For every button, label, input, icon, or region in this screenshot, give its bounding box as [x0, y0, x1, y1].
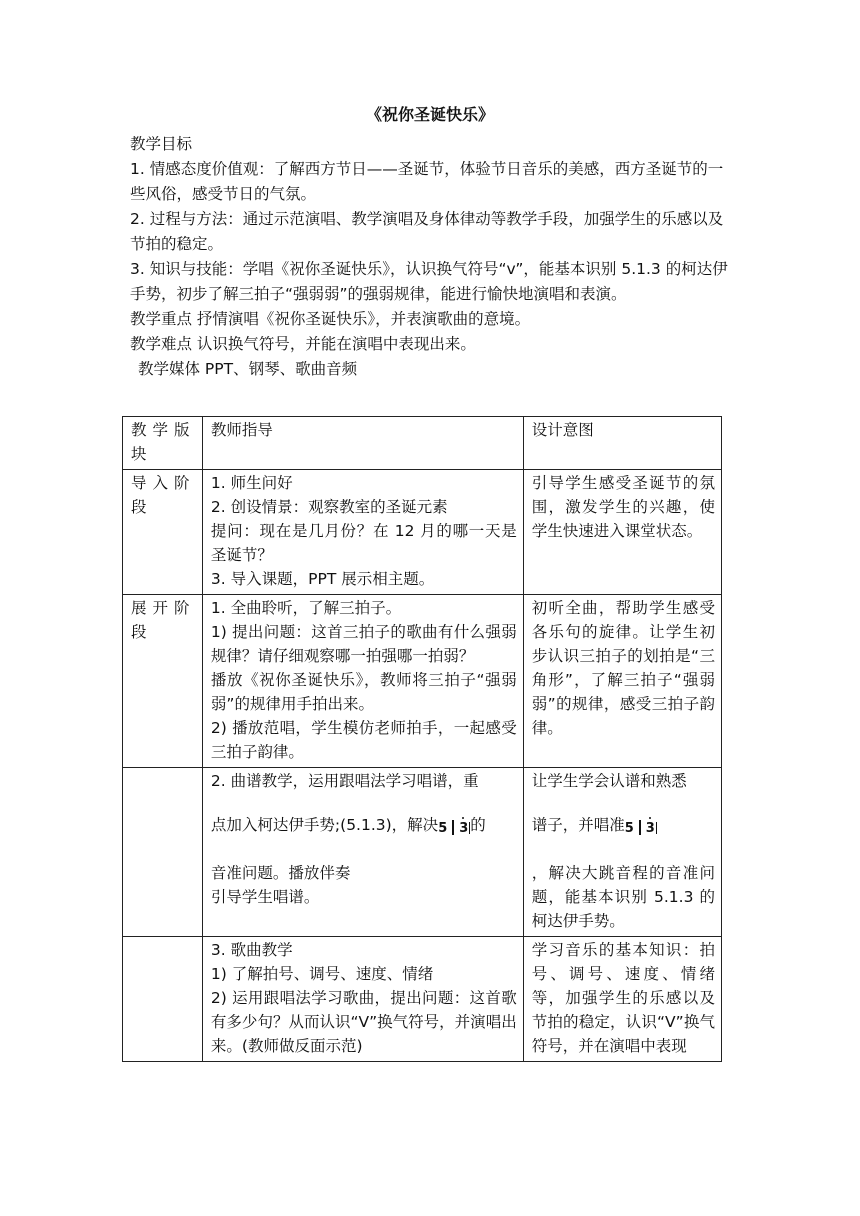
row-guide	[202, 470, 523, 595]
guide-line: 1) 提出问题：这首三拍子的歌曲有什么强弱规律？请仔细观察哪一拍强哪一拍弱？	[210, 623, 517, 665]
guide-line: 引导学生唱谱。	[210, 888, 320, 906]
guide-line: 2) 播放范唱，学生模仿老师拍手，一起感受三拍子韵律。	[210, 719, 517, 761]
table-row	[123, 470, 722, 595]
guide-line: 1. 师生问好	[210, 474, 293, 492]
note-5: 5	[438, 821, 448, 836]
note-5: 5	[624, 821, 634, 836]
row-intent: 学习音乐的基本知识：拍号、调号、速度、情绪等，加强学生的乐感以及节拍的稳定，认识“V”换气符号，并在演唱中表现	[523, 937, 721, 1062]
guide-line: 播放《祝你圣诞快乐》，教师将三拍子“强弱弱”的规律用手拍出来。	[210, 671, 517, 713]
row-section: 导入阶段	[123, 470, 203, 595]
key-point: 教学重点 抒情演唱《祝你圣诞快乐》，并表演歌曲的意境。	[130, 310, 531, 328]
objectives-heading: 教学目标	[130, 135, 193, 153]
guide-line: 2. 曲谱教学，运用跟唱法学习唱谱，重	[210, 772, 479, 790]
guide-line: 2) 运用跟唱法学习歌曲，提出问题：这首歌有多少句？从而认识“V”换气符号，并演唱出来。(教师做反面示范)	[210, 989, 517, 1055]
row-section	[123, 768, 203, 937]
row-guide	[202, 768, 523, 937]
row-guide	[202, 937, 523, 1062]
header-intent: 设计意图	[523, 417, 721, 470]
guide-line: 3. 歌曲教学	[210, 941, 293, 959]
row-intent: 引导学生感受圣诞节的氛围，激发学生的兴趣，使学生快速进入课堂状态。	[523, 470, 721, 595]
bar-line	[452, 820, 454, 835]
header-guide: 教师指导	[202, 417, 523, 470]
row-section	[123, 937, 203, 1062]
document-title: 《祝你圣诞快乐》	[365, 105, 494, 124]
table-row	[123, 937, 722, 1062]
objective-3: 3. 知识与技能：学唱《祝你圣诞快乐》，认识换气符号“v”，能基本识别 5.1.3 的柯达伊手势，初步了解三拍子“强弱弱”的强弱规律，能进行愉快地演唱和表演。	[130, 260, 728, 303]
teaching-media: 教学媒体 PPT、钢琴、歌曲音频	[138, 360, 358, 378]
table-row	[123, 768, 722, 937]
guide-text: 点加入柯达伊手势;(5.1.3)，解决	[210, 816, 439, 834]
guide-line: 1. 全曲聆听，了解三拍子。	[210, 599, 402, 617]
note-tail	[656, 822, 657, 834]
table-row	[123, 595, 722, 768]
intent-line: ，解决大跳音程的音准问题，能基本识别 5.1.3 的柯达伊手势。	[531, 864, 715, 930]
objective-1: 1. 情感态度价值观：了解西方节日——圣诞节，体验节日音乐的美感，西方圣诞节的一些风俗，感受节日的气氛。	[130, 160, 724, 203]
note-3-high: 3	[459, 821, 469, 836]
row-intent: 初听全曲，帮助学生感受各乐句的旋律。让学生初步认识三拍子的划拍是“三角形”，了解三拍子“强弱弱”的规律，感受三拍子韵律。	[523, 595, 721, 768]
intent-line: 让学生学会认谱和熟悉	[531, 772, 687, 790]
guide-line: 音准问题。播放伴奏	[210, 864, 351, 882]
row-intent	[523, 768, 721, 937]
intro-section	[130, 132, 730, 382]
music-notation	[625, 817, 657, 841]
bar-line	[639, 820, 641, 835]
header-section: 教学版块	[123, 417, 203, 470]
table-header-row	[123, 417, 722, 470]
objective-2: 2. 过程与方法：通过示范演唱、教学演唱及身体律动等教学手段，加强学生的乐感以及节拍的稳定。	[130, 210, 724, 253]
guide-line	[211, 813, 517, 841]
guide-text: 的	[470, 816, 486, 834]
row-section: 展开阶段	[123, 595, 203, 768]
intent-text: 谱子，并唱准	[531, 816, 625, 834]
note-3-high: 3	[645, 821, 655, 836]
guide-line: 1) 了解拍号、调号、速度、情绪	[210, 965, 434, 983]
guide-line: 提问：现在是几月份？在 12 月的哪一天是圣诞节？	[210, 522, 517, 564]
row-guide	[202, 595, 523, 768]
lesson-plan-table	[122, 416, 722, 1062]
guide-line: 3. 导入课题，PPT 展示相主题。	[210, 570, 435, 588]
intent-line	[532, 813, 715, 841]
guide-line: 2. 创设情景：观察教室的圣诞元素	[210, 498, 448, 516]
music-notation	[438, 817, 470, 841]
difficult-point: 教学难点 认识换气符号，并能在演唱中表现出来。	[130, 335, 476, 353]
